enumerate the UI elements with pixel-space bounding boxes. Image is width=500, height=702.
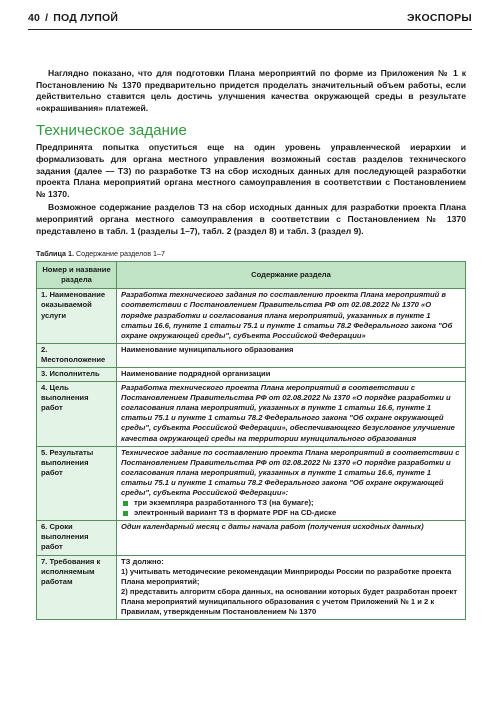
table-row: [37, 343, 466, 367]
table-header-row: [37, 262, 466, 289]
paragraph-3: Возможное содержание разделов ТЗ на сбор исходных данных для разработки проекта Плана мероприятий органа местного самоуправления в соответствии с Постановлением № 1370 представлено в табл. 1 (разделы 1–7), табл. 2 (раздел 8) и табл. 3 (раздел 9).: [36, 202, 466, 236]
requirement-line: 2) представить алгоритм сбора данных, на основании которых будет разработан проект Плана мероприятий муниципального образования с учетом Приложений № 1 и 2 к Правилам, утвержденным Постановлением № 1370: [121, 586, 458, 617]
magazine-name: ЭКОСПОРЫ: [406, 12, 472, 24]
table-row: [37, 367, 466, 381]
intro-paragraph: Наглядно показано, что для подготовки Плана мероприятий по форме из Приложения № 1 к Постановлению № 1370 предварительно придется проделать значительный объем работы, если действительно ставится цель достичь улучшения качества окружающей среды в результате «окрашивания» платежей.: [36, 68, 466, 113]
row-content: Техническое задание по составлению проекта Плана мероприятий в соответствии с Постановлением Правительства РФ от 02.08.2022 № 1370 «О порядке разработки и согласования плана мероприятий, указанных в пункте 1 статьи 16.6, пункте 1 статьи 75.1 и пункте 1 статьи 78.2 Федерального закона "Об охране окружающей среды", субъекта Российской Федерации»:: [121, 447, 460, 497]
row-content: Наименование подрядной организации: [117, 367, 466, 381]
table-row: [37, 289, 466, 343]
row-content: Один календарный месяц с даты начала работ (получения исходных данных): [117, 521, 466, 555]
row-section-name: 3. Исполнитель: [37, 367, 117, 381]
paragraph-2: Предпринята попытка опуститься еще на один уровень управленческой иерархии и формализовать для органа местного управления возможный состав разделов технического задания (далее — ТЗ) по разработке ТЗ на сбор исходных данных для последующей разработки проекта Плана мероприятий органа местного самоуправления в соответствии с Постановлением № 1370.: [36, 142, 466, 199]
row-section-name: 5. Результаты выполнения работ: [37, 446, 117, 521]
header-left: [28, 12, 118, 24]
row-section-name: 2. Местоположение: [37, 343, 117, 367]
row-section-name: 6. Сроки выполнения работ: [37, 521, 117, 555]
row-content-cell: [117, 446, 466, 521]
header-separator: /: [45, 12, 49, 24]
requirement-line: 1) учитывать методические рекомендации Минприроды России по разработке проекта Плана мероприятий;: [121, 566, 452, 586]
row-content-cell: [117, 555, 466, 620]
header-col-section: Номер и название раздела: [37, 262, 117, 289]
page-number: 40: [28, 12, 41, 24]
bullet-item: [121, 498, 461, 508]
section-title: Техническое задание: [36, 122, 187, 140]
article-body: [36, 68, 466, 620]
table-caption-number: Таблица 1.: [36, 249, 74, 259]
row-section-name: 1. Наименование оказываемой услуги: [37, 289, 117, 343]
table-row: [37, 382, 466, 447]
row-content: Разработка технического задания по составлению проекта Плана мероприятий в соответствии с Постановлением Правительства РФ от 02.08.2022 № 1370 «О порядке разработки и согласования плана мероприятий, указанных в пункте 1 статьи 16.6, пункте 1 статьи 75.1 и пункте 1 статьи 78.2 Федерального закона "Об охране окружающей среды", субъекта Российской Федерации»: [117, 289, 466, 343]
table-row: [37, 521, 466, 555]
row-content: Разработка технического проекта Плана мероприятий в соответствии с Постановлением Правительства РФ от 02.08.2022 № 1370 «О порядке разработки и согласования плана мероприятий, указанных в пункте 1 статьи 16.6, пункте 1 статьи 75.1 и пункте 1 статьи 78.2 Федерального закона "Об охране окружающей среды", субъекта Российской Федерации», обеспечивающего безусловное улучшение качества окружающей среды на территории муниципального образования: [117, 382, 466, 447]
table-caption-text: Содержание разделов 1–7: [75, 249, 166, 259]
square-bullet-icon: [123, 511, 128, 516]
row-content: Наименование муниципального образования: [117, 343, 466, 367]
sections-table: [36, 261, 466, 620]
page-header: [28, 8, 472, 28]
table-row: [37, 555, 466, 620]
section-name: ПОД ЛУПОЙ: [53, 12, 119, 24]
row-section-name: 4. Цель выполнения работ: [37, 382, 117, 447]
bullet-text: три экземпляра разработанного ТЗ (на бумаге);: [134, 498, 314, 508]
square-bullet-icon: [123, 501, 128, 506]
bullet-item: [121, 508, 461, 518]
header-rule: [28, 29, 472, 30]
table-caption: [36, 249, 466, 258]
row-section-name: 7. Требования к исполняемым работам: [37, 555, 117, 620]
table-row: [37, 446, 466, 521]
bullet-text: электронный вариант ТЗ в формате PDF на CD-диске: [134, 508, 337, 518]
header-col-content: Содержание раздела: [117, 262, 466, 289]
requirement-line: ТЗ должно:: [121, 556, 164, 566]
